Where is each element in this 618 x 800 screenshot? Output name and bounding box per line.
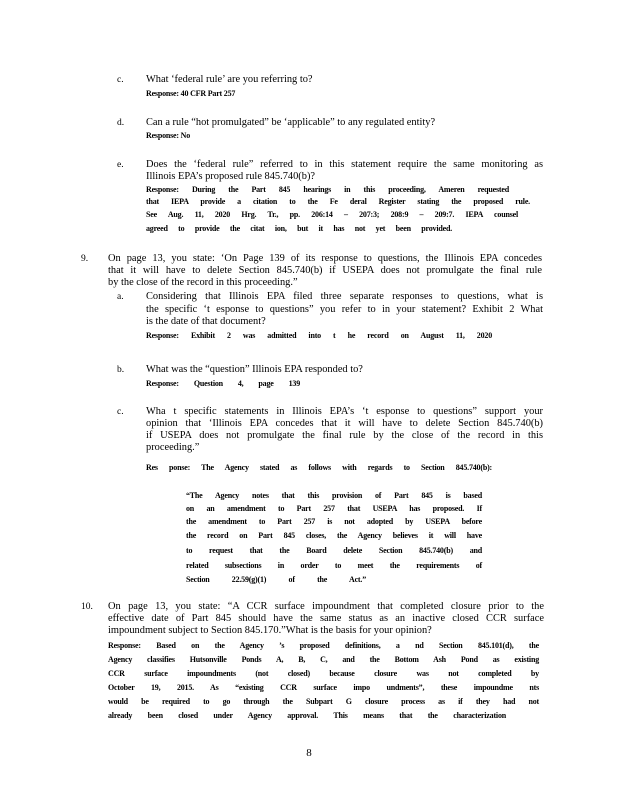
- question-text: proceeding.”: [146, 442, 200, 453]
- response-text: agreed to provide the citat ion, but it has not yet been provided.: [146, 224, 452, 233]
- item-label: e.: [117, 160, 124, 170]
- item-label: d.: [117, 118, 125, 128]
- question-text: Considering that Illinois EPA filed three separate responses to questions, what is: [146, 291, 543, 302]
- question-text: Illinois EPA’s proposed rule 845.740(b)?: [146, 171, 316, 182]
- question-text: What ‘federal rule’ are you referring to?: [146, 74, 313, 85]
- question-text: that it will have to delete Section 845.740(b) if USEPA does not promulgate the final rule: [108, 265, 542, 276]
- question-text: opinion that ‘Illinois EPA concedes that it will have to delete Section 845.740(b): [146, 418, 543, 429]
- quote-line: on an amendment to Part 257 that USEPA has proposed. If: [186, 504, 482, 513]
- quote-line: related subsections in order to meet the requirements of: [186, 561, 482, 570]
- item-label: a.: [117, 292, 124, 302]
- response-text: would be required to go through the Subpart G closure process as if they had not: [108, 697, 539, 706]
- question-number: 10.: [81, 602, 93, 612]
- question-text: by the close of the record in this proceeding.”: [108, 277, 298, 288]
- question-text: What was the “question” Illinois EPA responded to?: [146, 364, 363, 375]
- response-text: Response: 40 CFR Part 257: [146, 89, 236, 98]
- question-text: Wha t specific statements in Illinois EPA’s ‘t esponse to questions” support your: [146, 406, 543, 417]
- question-text: On page 13, you state: ‘On Page 139 of its response to questions, the Illinois EPA concedes: [108, 253, 542, 264]
- question-text: Does the ‘federal rule” referred to in this statement require the same monitoring as: [146, 159, 543, 170]
- question-number: 9.: [81, 254, 89, 264]
- question-text: impoundment subject to Section 845.170.”What is the basis for your opinion?: [108, 625, 432, 636]
- response-text: Response: Question 4, page 139: [146, 379, 300, 388]
- question-text: On page 13, you state: “A CCR surface impoundment that completed closure prior to the: [108, 601, 544, 612]
- response-text: Response: No: [146, 131, 191, 140]
- question-text: Can a rule “hot promulgated” be ‘applicable” to any regulated entity?: [146, 117, 436, 128]
- response-text: See Aug. 11, 2020 Hrg. Tr., pp. 206:14 – 207:3; 208:9 – 209:7. IEPA counsel: [146, 210, 518, 219]
- response-text: Response: During the Part 845 hearings in this proceeding, Ameren requested: [146, 185, 509, 194]
- question-text: if USEPA does not promulgate the final rule by the close of the record in this: [146, 430, 543, 441]
- response-text: that IEPA provide a citation to the Fe deral Register stating the proposed rule.: [146, 197, 530, 206]
- response-text: October 19, 2015. As “existing CCR surface impo undments”, these impoundme nts: [108, 683, 539, 692]
- quote-line: to request that the Board delete Section 845.740(b) and: [186, 546, 482, 555]
- response-text: already been closed under Agency approval. This means that the characterization: [108, 711, 506, 720]
- item-label: c.: [117, 75, 124, 85]
- quote-line: “The Agency notes that this provision of Part 845 is based: [186, 491, 482, 500]
- response-text: Agency classifies Hutsonville Ponds A, B, C, and the Bottom Ash Pond as existing: [108, 655, 539, 664]
- response-text: Response: Based on the Agency ’s proposed definitions, a nd Section 845.101(d), the: [108, 641, 539, 650]
- quote-line: the record on Part 845 closes, the Agency believes it will have: [186, 531, 482, 540]
- quote-line: the amendment to Part 257 is not adopted by USEPA before: [186, 517, 482, 526]
- response-text: CCR surface impoundments (not closed) because closure was not completed by: [108, 669, 539, 678]
- question-text: effective date of Part 845 should have the same status as an inactive closed CCR surface: [108, 613, 544, 624]
- item-label: c.: [117, 407, 124, 417]
- quote-line: Section 22.59(g)(1) of the Act.”: [186, 575, 366, 584]
- response-text: Res ponse: The Agency stated as follows with regards to Section 845.740(b):: [146, 463, 492, 472]
- response-text: Response: Exhibit 2 was admitted into t he record on August 11, 2020: [146, 331, 492, 340]
- page-number: 8: [306, 747, 312, 759]
- question-text: is the date of that document?: [146, 316, 266, 327]
- question-text: the specific ‘t esponse to questions” you refer to in your statement? Exhibit 2 What: [146, 304, 543, 315]
- item-label: b.: [117, 365, 125, 375]
